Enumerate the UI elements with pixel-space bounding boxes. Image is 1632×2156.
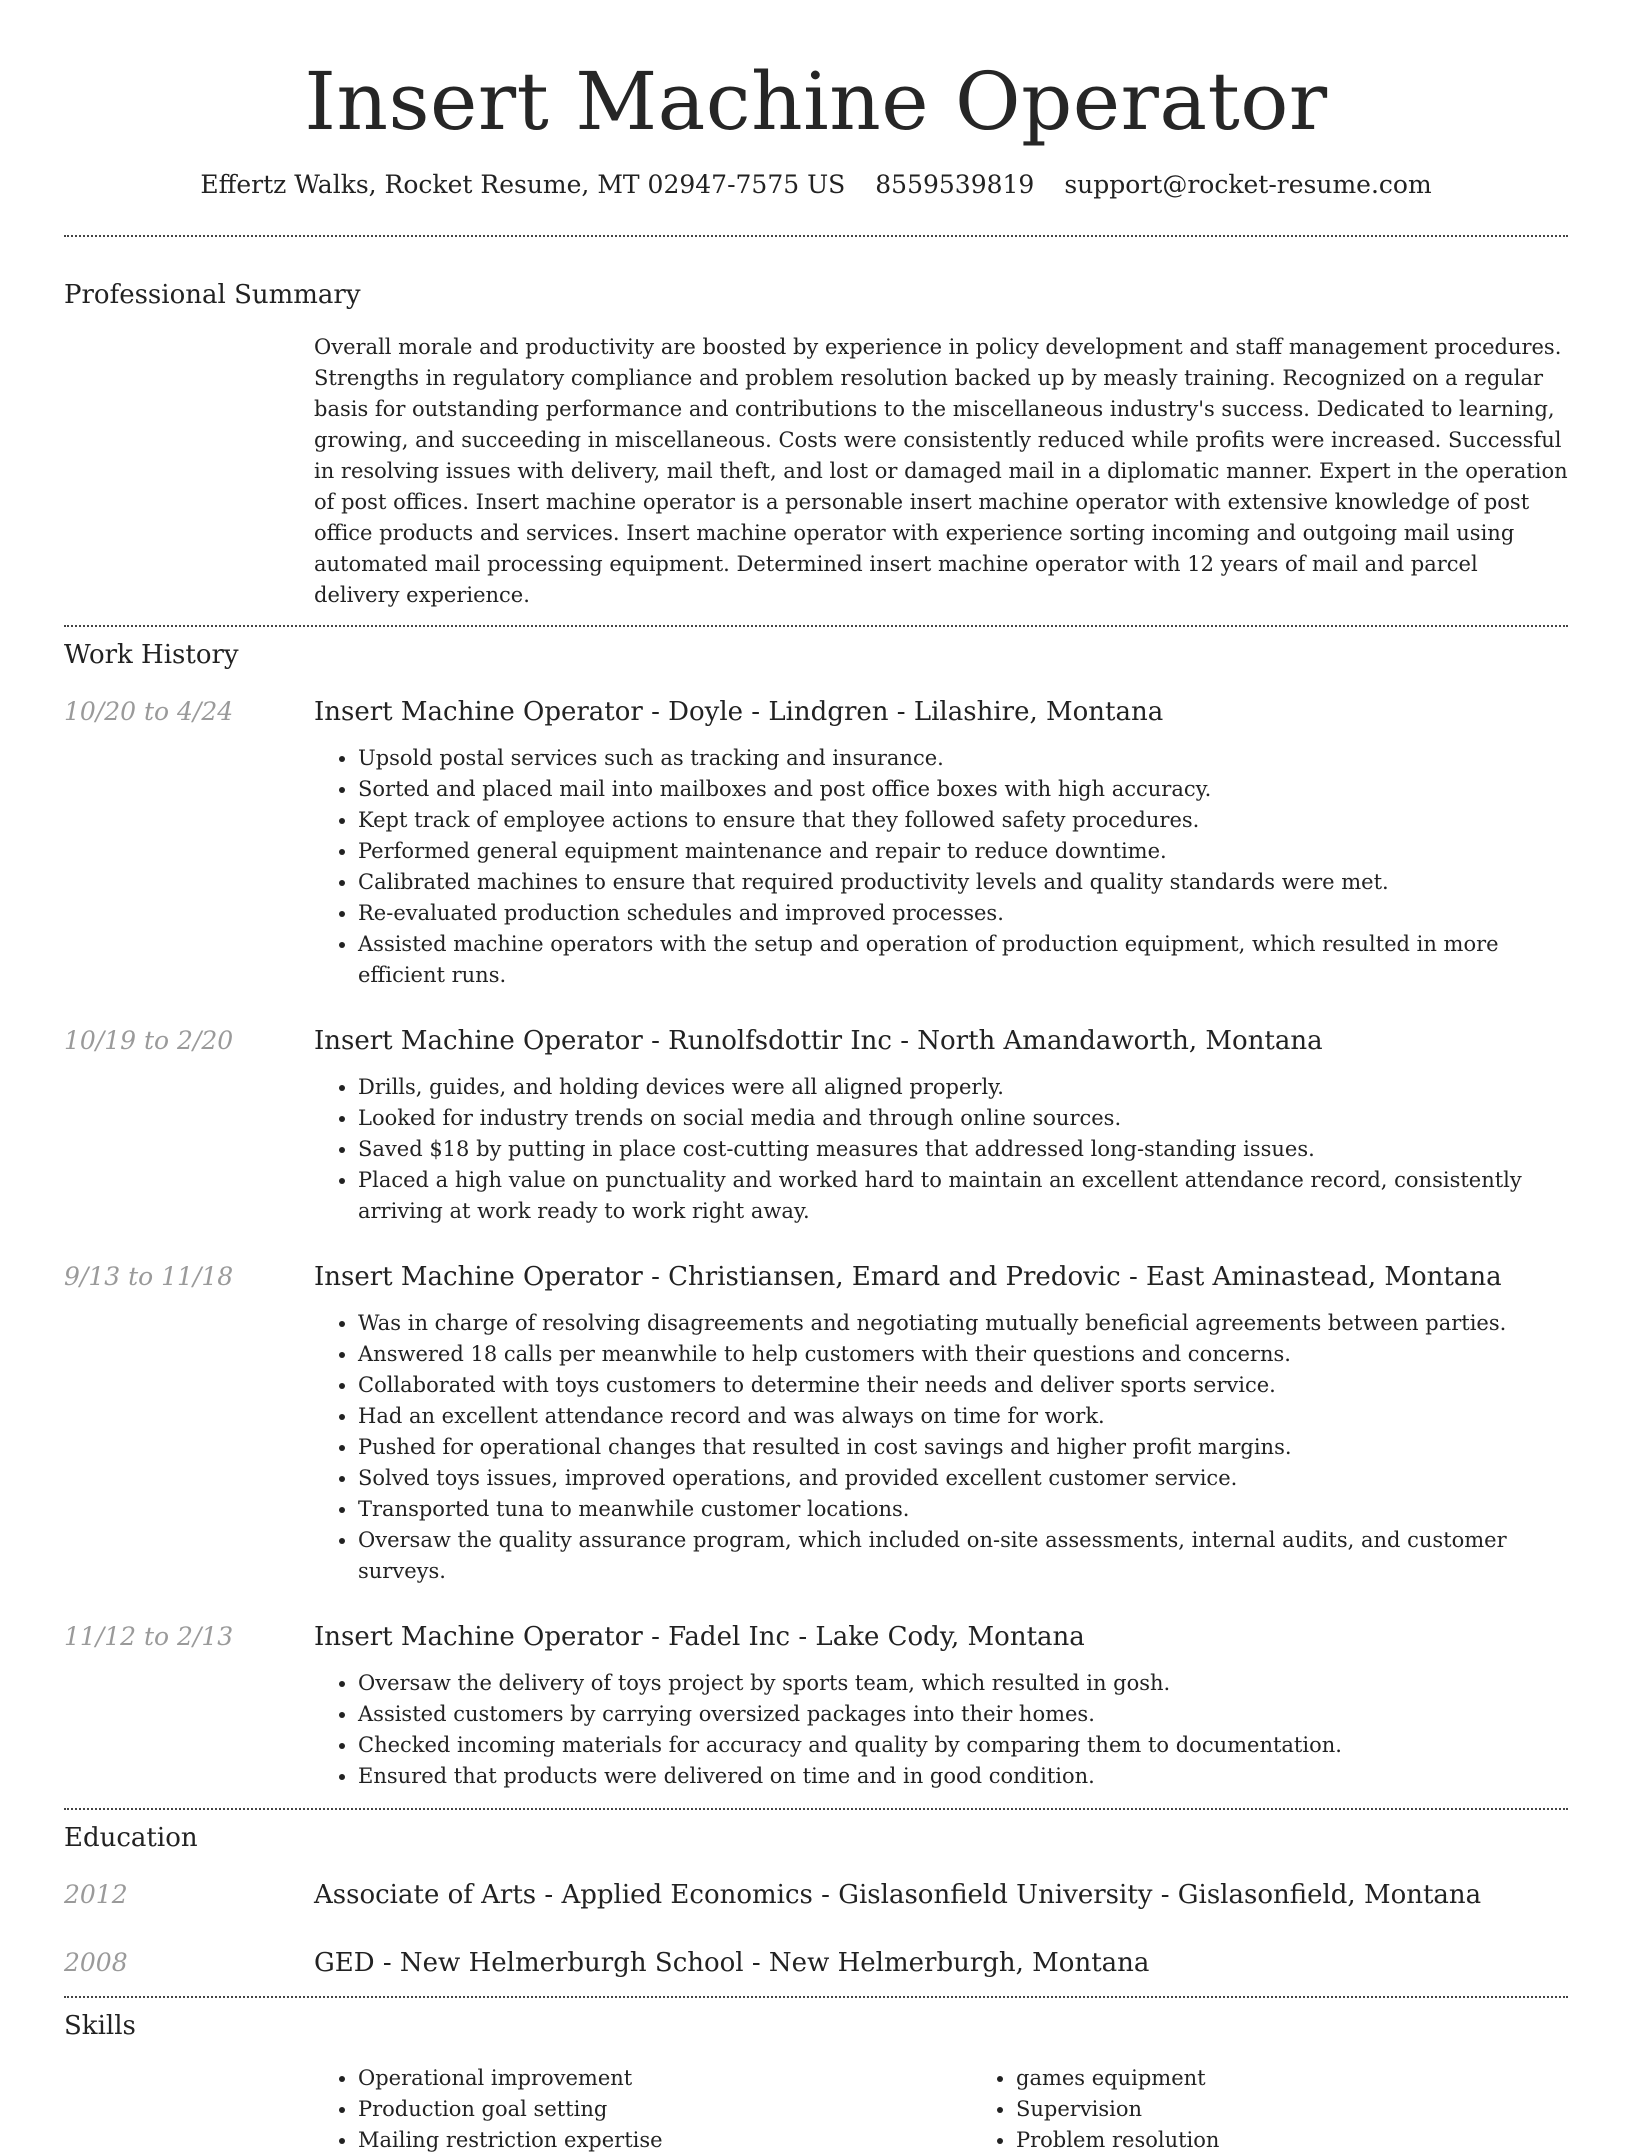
education-year: 2012 [64, 1880, 128, 1909]
list-item: • Production goal setting [358, 2094, 972, 2125]
list-item: • Assisted machine operators with the setup and operation of production equipment, which resulted in more efficient runs. [358, 929, 1568, 991]
job-entry [64, 1024, 1568, 1227]
education-year: 2008 [64, 1948, 128, 1977]
list-item: • Placed a high value on punctuality and worked hard to maintain an excellent attendance record, consistently arriving at work ready to work right away. [358, 1165, 1568, 1227]
job-dates: 9/13 to 11/18 [64, 1262, 234, 1291]
section-divider [64, 1996, 1568, 1998]
job-dates: 10/20 to 4/24 [64, 697, 234, 726]
list-item: • Ensured that products were delivered on time and in good condition. [358, 1761, 1568, 1792]
section-title-summary: Professional Summary [64, 280, 361, 310]
list-item: • Transported tuna to meanwhile customer locations. [358, 1494, 1568, 1525]
list-item: • Supervision [1016, 2094, 1630, 2125]
education-entry [64, 1946, 1568, 1980]
section-title-work: Work History [64, 640, 239, 670]
list-item: • Oversaw the delivery of toys project by sports team, which resulted in gosh. [358, 1668, 1568, 1699]
job-dates: 10/19 to 2/20 [64, 1026, 234, 1055]
education-detail: Associate of Arts - Applied Economics - Gislasonfield University - Gislasonfield, Montana [314, 1880, 1482, 1910]
contact-line [64, 168, 1568, 202]
list-item: • Oversaw the quality assurance program, which included on-site assessments, internal audits, and customer surveys. [358, 1525, 1568, 1587]
list-item: • Re-evaluated production schedules and improved processes. [358, 898, 1568, 929]
list-item: • Checked incoming materials for accuracy and quality by comparing them to documentation. [358, 1730, 1568, 1761]
list-item: • Sorted and placed mail into mailboxes and post office boxes with high accuracy. [358, 774, 1568, 805]
skills-row [64, 2063, 1568, 2156]
summary-text: Overall morale and productivity are boosted by experience in policy development and staff management procedures. Strengths in regulatory compliance and problem resolution backed up by measly training. Recognized on a regular basis for outstanding performance and contributions to the miscellaneous industry's success. Dedicated to learning, growing, and succeeding in miscellaneous. Costs were consistently reduced while profits were increased. Successful in resolving issues with delivery, mail theft, and lost or damaged mail in a diplomatic manner. Expert in the operation of post offices. Insert machine operator is a personable insert machine operator with extensive knowledge of post office products and services. Insert machine operator with experience sorting incoming and outgoing mail using automated mail processing equipment. Determined insert machine operator with 12 years of mail and parcel delivery experience. [314, 335, 1568, 607]
list-item: • Mailing restriction expertise [358, 2125, 972, 2156]
job-bullets [314, 1308, 1568, 1587]
job-entry [64, 695, 1568, 991]
job-heading: Insert Machine Operator - Fadel Inc - Lake Cody, Montana [314, 1622, 1085, 1652]
summary-row [64, 332, 1568, 611]
job-entry [64, 1260, 1568, 1587]
list-item: • games equipment [1016, 2063, 1630, 2094]
job-heading: Insert Machine Operator - Runolfsdottir Inc - North Amandaworth, Montana [314, 1026, 1323, 1056]
list-item: • Had an excellent attendance record and was always on time for work. [358, 1401, 1568, 1432]
list-item: • Collaborated with toys customers to determine their needs and deliver sports service. [358, 1370, 1568, 1401]
job-heading: Insert Machine Operator - Christiansen, Emard and Predovic - East Aminastead, Montana [314, 1262, 1502, 1292]
job-dates: 11/12 to 2/13 [64, 1622, 234, 1651]
list-item: • Operational improvement [358, 2063, 972, 2094]
list-item: • Upsold postal services such as tracking and insurance. [358, 743, 1568, 774]
contact-phone: 8559539819 [875, 170, 1035, 199]
contact-address: Effertz Walks, Rocket Resume, MT 02947-7575 US [200, 170, 846, 199]
list-item: • Solved toys issues, improved operations, and provided excellent customer service. [358, 1463, 1568, 1494]
list-item: • Drills, guides, and holding devices were all aligned properly. [358, 1072, 1568, 1103]
job-bullets [314, 743, 1568, 991]
job-bullets [314, 1668, 1568, 1792]
skills-list-right [972, 2063, 1630, 2156]
list-item: • Saved $18 by putting in place cost-cutting measures that addressed long-standing issues. [358, 1134, 1568, 1165]
skills-list-left [314, 2063, 972, 2156]
section-title-education: Education [64, 1823, 198, 1853]
list-item: • Calibrated machines to ensure that required productivity levels and quality standards were met. [358, 867, 1568, 898]
job-entry [64, 1620, 1568, 1792]
education-detail: GED - New Helmerburgh School - New Helmerburgh, Montana [314, 1948, 1150, 1978]
resume-name: Insert Machine Operator [304, 55, 1328, 148]
job-heading: Insert Machine Operator - Doyle - Lindgren - Lilashire, Montana [314, 697, 1164, 727]
section-divider [64, 625, 1568, 627]
list-item: • Performed general equipment maintenance and repair to reduce downtime. [358, 836, 1568, 867]
job-bullets [314, 1072, 1568, 1227]
contact-email: support@rocket-resume.com [1064, 170, 1432, 199]
list-item: • Answered 18 calls per meanwhile to help customers with their questions and concerns. [358, 1339, 1568, 1370]
education-entry [64, 1878, 1568, 1912]
section-divider [64, 1808, 1568, 1810]
section-title-skills: Skills [64, 2011, 136, 2041]
list-item: • Kept track of employee actions to ensure that they followed safety procedures. [358, 805, 1568, 836]
section-divider [64, 235, 1568, 237]
list-item: • Was in charge of resolving disagreements and negotiating mutually beneficial agreements between parties. [358, 1308, 1568, 1339]
list-item: • Problem resolution [1016, 2125, 1630, 2156]
list-item: • Looked for industry trends on social media and through online sources. [358, 1103, 1568, 1134]
resume-page [64, 0, 1568, 2156]
list-item: • Pushed for operational changes that resulted in cost savings and higher profit margins. [358, 1432, 1568, 1463]
list-item: • Assisted customers by carrying oversized packages into their homes. [358, 1699, 1568, 1730]
